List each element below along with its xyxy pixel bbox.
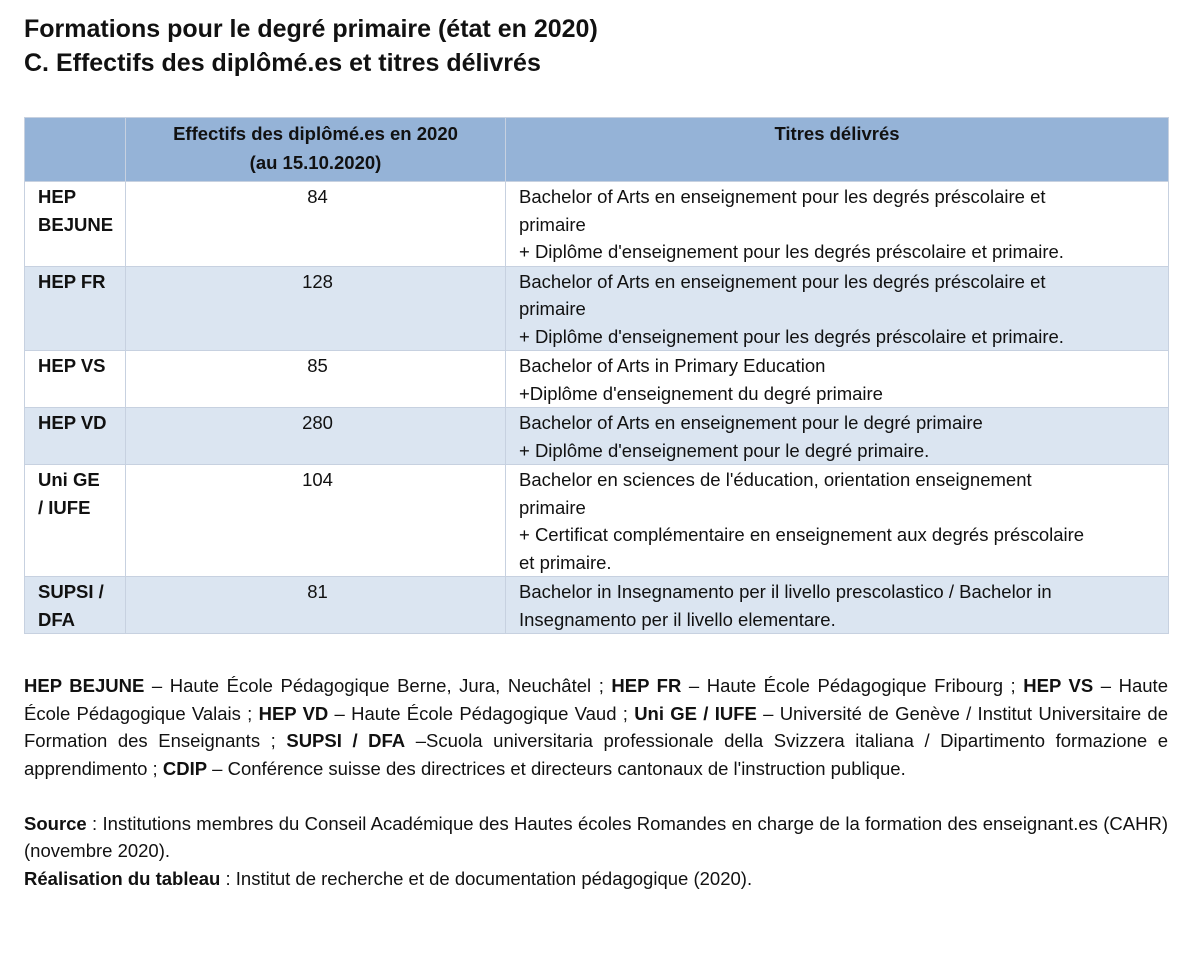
titre-line: Bachelor of Arts in Primary Education <box>519 355 826 376</box>
source-note <box>24 810 1168 865</box>
cell-effectifs: 280 <box>126 408 506 465</box>
cell-institution <box>25 408 126 465</box>
header-effectifs-line2: (au 15.10.2020) <box>249 152 382 173</box>
cell-effectifs: 85 <box>126 351 506 408</box>
titre-line: et primaire. <box>519 551 612 573</box>
legend-abbr: Uni GE / IUFE <box>634 702 757 724</box>
cell-titres <box>506 182 1169 267</box>
legend-abbr: HEP BEJUNE <box>24 675 145 696</box>
realisation-note <box>24 865 1168 893</box>
table-row <box>25 465 1169 577</box>
cell-effectifs: 81 <box>126 577 506 634</box>
cell-institution <box>25 465 126 577</box>
page-subtitle: C. Effectifs des diplômé.es et titres délivrés <box>24 49 541 77</box>
titre-line: Bachelor en sciences de l'éducation, orientation enseignement <box>519 469 1032 490</box>
notes-section <box>24 672 1168 892</box>
table-header-row <box>25 118 1169 182</box>
header-effectifs-line1: Effectifs des diplômé.es en 2020 <box>173 123 458 144</box>
institution-line: BEJUNE <box>38 213 114 235</box>
cell-titres <box>506 408 1169 465</box>
legend-text: – Université de Genève / Institut Universitaire de Formation des Enseignants ; <box>24 702 1168 751</box>
abbreviations-legend <box>24 672 1168 782</box>
institution-line: / IUFE <box>38 496 91 518</box>
titre-line: + Diplôme d'enseignement pour le degré primaire. <box>519 439 930 461</box>
cell-effectifs: 128 <box>126 266 506 351</box>
cell-institution <box>25 182 126 267</box>
diplomas-table <box>24 117 1169 634</box>
titre-line: Bachelor of Arts en enseignement pour les degrés préscolaire et <box>519 186 1046 207</box>
source-label: Source <box>24 812 87 834</box>
cell-institution <box>25 266 126 351</box>
institution-line: SUPSI / <box>38 581 104 602</box>
institution-line: HEP VS <box>38 355 106 376</box>
table-row <box>25 266 1169 351</box>
institution-line: HEP VD <box>38 412 107 433</box>
institution-line: Uni GE <box>38 469 100 490</box>
realisation-text: : Institut de recherche et de documentation pédagogique (2020). <box>220 867 753 889</box>
cell-institution <box>25 577 126 634</box>
titre-line: + Certificat complémentaire en enseignement aux degrés préscolaire <box>519 524 1085 545</box>
cell-titres <box>506 577 1169 634</box>
titre-line: primaire <box>519 298 586 319</box>
legend-text: – Haute École Pédagogique Berne, Jura, Neuchâtel ; <box>144 675 612 696</box>
page-title: Formations pour le degré primaire (état en 2020) <box>24 15 598 43</box>
cell-titres <box>506 351 1169 408</box>
titre-line: Bachelor of Arts en enseignement pour le degré primaire <box>519 412 983 433</box>
legend-text: – Haute École Pédagogique Vaud ; <box>328 702 635 724</box>
table-row <box>25 182 1169 267</box>
header-effectifs <box>126 118 506 182</box>
realisation-label: Réalisation du tableau <box>24 867 221 889</box>
titre-line: + Diplôme d'enseignement pour les degrés préscolaire et primaire. <box>519 241 1064 262</box>
header-institution <box>25 118 126 182</box>
titre-line: + Diplôme d'enseignement pour les degrés préscolaire et primaire. <box>519 325 1064 347</box>
titre-line: Bachelor of Arts en enseignement pour les degrés préscolaire et <box>519 270 1046 292</box>
table-row <box>25 408 1169 465</box>
legend-text: – Conférence suisse des directrices et directeurs cantonaux de l'instruction publique. <box>207 757 906 779</box>
institution-line: HEP <box>38 186 77 207</box>
legend-text: – Haute École Pédagogique Valais ; <box>24 675 1168 724</box>
titre-line: Insegnamento per il livello elementare. <box>519 608 836 630</box>
legend-abbr: SUPSI / DFA <box>286 730 406 751</box>
titre-line: primaire <box>519 496 586 518</box>
titre-line: +Diplôme d'enseignement du degré primaire <box>519 382 883 404</box>
legend-abbr: HEP VS <box>1023 675 1094 696</box>
header-titres: Titres délivrés <box>506 118 1169 182</box>
cell-institution <box>25 351 126 408</box>
legend-abbr: CDIP <box>162 757 208 779</box>
titre-line: Bachelor in Insegnamento per il livello prescolastico / Bachelor in <box>519 581 1052 602</box>
legend-text: – Haute École Pédagogique Fribourg ; <box>681 675 1024 696</box>
legend-abbr: HEP VD <box>258 702 329 724</box>
cell-titres <box>506 266 1169 351</box>
cell-effectifs: 104 <box>126 465 506 577</box>
institution-line: HEP FR <box>38 270 106 292</box>
legend-abbr: HEP FR <box>611 675 682 696</box>
table-row <box>25 351 1169 408</box>
page-title-block <box>24 12 598 80</box>
titre-line: primaire <box>519 213 586 235</box>
institution-line: DFA <box>38 608 75 630</box>
table-row <box>25 577 1169 634</box>
cell-effectifs: 84 <box>126 182 506 267</box>
source-text: : Institutions membres du Conseil Académique des Hautes écoles Romandes en charge de la formation des enseignant.es (CAHR) (novembre 2020). <box>24 812 1168 861</box>
legend-text: –Scuola universitaria professionale della Svizzera italiana / Dipartimento formazione e apprendimento ; <box>24 730 1168 779</box>
cell-titres <box>506 465 1169 577</box>
